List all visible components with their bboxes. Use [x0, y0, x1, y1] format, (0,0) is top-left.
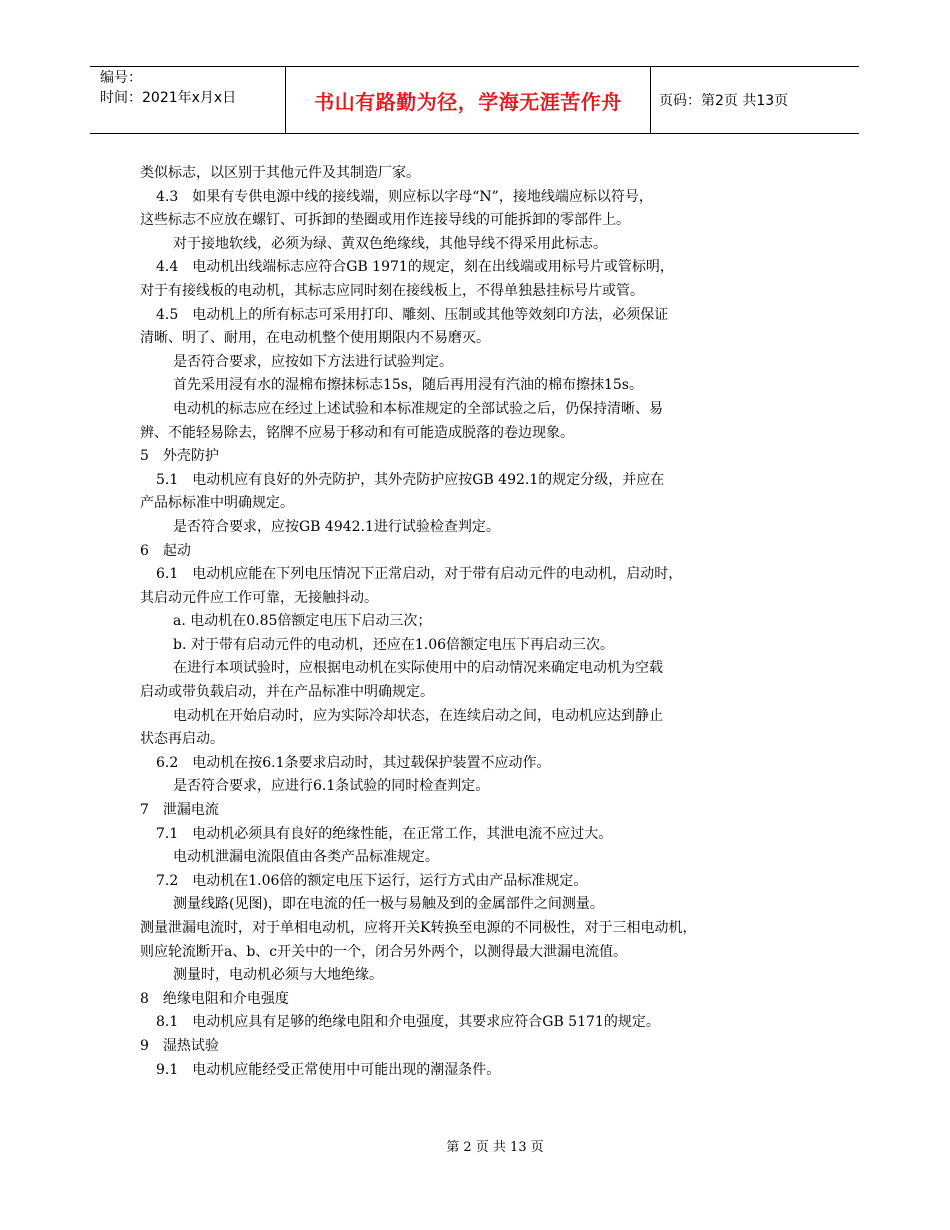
body-line: 5.1 电动机应有良好的外壳防护，其外壳防护应按GB 492.1的规定分级，并应在 [156, 471, 665, 488]
body-line: 9.1 电动机应能经受正常使用中可能出现的潮湿条件。 [156, 1061, 501, 1078]
body-line: 状态再启动。 [140, 731, 224, 748]
body-line: 则应轮流断开a、b、c开关中的一个，闭合另外两个，以测得最大泄漏电流值。 [140, 943, 628, 960]
body-line: 6 起动 [140, 542, 191, 559]
header-motto: 书山有路勤为径，学海无涯苦作舟 [286, 67, 651, 133]
body-line: 7.1 电动机必须具有良好的绝缘性能，在正常工作，其泄电流不应过大。 [156, 825, 613, 842]
body-line: 9 湿热试验 [140, 1037, 219, 1054]
body-line: 8 绝缘电阻和介电强度 [140, 990, 289, 1007]
body-line: 测量线路(见图)，即在电流的任一极与易触及到的金属部件之间测量。 [173, 896, 604, 913]
header-page-number: 页码：第2页 共13页 [659, 93, 789, 109]
body-line: 其启动元件应工作可靠，无接触抖动。 [140, 589, 378, 606]
body-line: 清晰、明了、耐用，在电动机整个使用期限内不易磨灭。 [140, 330, 490, 347]
body-line: 7 泄漏电流 [140, 802, 219, 819]
body-line: 对于有接线板的电动机，其标志应同时刻在接线板上，不得单独悬挂标号片或管。 [140, 282, 644, 299]
body-line: 6.2 电动机在按6.1条要求启动时，其过载保护装置不应动作。 [156, 754, 551, 771]
body-line: b. 对于带有启动元件的电动机，还应在1.06倍额定电压下再启动三次。 [173, 636, 615, 653]
body-line: 辨、不能轻易除去，铭牌不应易于移动和有可能造成脱落的卷边现象。 [140, 424, 574, 441]
body-line: 测量时，电动机必须与大地绝缘。 [173, 967, 383, 984]
body-line: 电动机在开始启动时，应为实际冷却状态，在连续启动之间，电动机应达到静止 [173, 707, 663, 724]
body-line: 类似标志，以区别于其他元件及其制造厂家。 [140, 165, 420, 181]
header-meta [90, 67, 286, 133]
body-line: 首先采用浸有水的湿棉布擦抹标志15s，随后再用浸有汽油的棉布擦抹15s。 [173, 377, 643, 394]
body-line: 4.4 电动机出线端标志应符合GB 1971的规定，刻在出线端或用标号片或管标明， [156, 259, 674, 276]
body-line: 这些标志不应放在螺钉、可拆卸的垫圈或用作连接导线的可能拆卸的零部件上。 [140, 212, 630, 229]
body-line: 启动或带负载启动，并在产品标准中明确规定。 [140, 684, 434, 701]
body-line: 4.3 如果有专供电源中线的接线端，则应标以字母“N”，接地线端应标以符号， [156, 188, 653, 205]
body-line: 5 外壳防护 [140, 448, 219, 465]
page-header [90, 66, 859, 134]
body-line: 电动机泄漏电流限值由各类产品标准规定。 [173, 849, 439, 866]
document-number-label: 编号： [100, 70, 142, 86]
body-line: 6.1 电动机应能在下列电压情况下正常启动，对于带有启动元件的电动机，启动时， [156, 566, 683, 583]
body-line: 测量泄漏电流时，对于单相电动机，应将开关K转换至电源的不同极性，对于三相电动机， [140, 920, 697, 936]
body-line: 7.2 电动机在1.06倍的额定电压下运行，运行方式由产品标准规定。 [156, 872, 588, 889]
body-line: 8.1 电动机应具有足够的绝缘电阻和介电强度，其要求应符合GB 5171的规定。 [156, 1014, 660, 1031]
body-line: 对于接地软线，必须为绿、黄双色绝缘线，其他导线不得采用此标志。 [173, 235, 607, 252]
body-line: 是否符合要求，应按如下方法进行试验判定。 [173, 353, 453, 370]
body-line: a. 电动机在0.85倍额定电压下启动三次； [173, 613, 432, 630]
document-body [140, 162, 820, 1082]
body-line: 4.5 电动机上的所有标志可采用打印、雕刻、压制或其他等效刻印方法，必须保证 [156, 306, 669, 323]
body-line: 是否符合要求，应按GB 4942.1进行试验检查判定。 [173, 518, 500, 535]
body-line: 电动机的标志应在经过上述试验和本标准规定的全部试验之后，仍保持清晰、易 [173, 400, 663, 417]
document-date-label: 时间：2021年x月x日 [100, 90, 237, 106]
body-line: 产品标标准中明确规定。 [140, 495, 294, 512]
body-line: 在进行本项试验时，应根据电动机在实际使用中的启动情况来确定电动机为空载 [173, 660, 663, 677]
body-line: 是否符合要求，应进行6.1条试验的同时检查判定。 [173, 778, 490, 795]
page-footer: 第 2 页 共 13 页 [446, 1140, 544, 1155]
